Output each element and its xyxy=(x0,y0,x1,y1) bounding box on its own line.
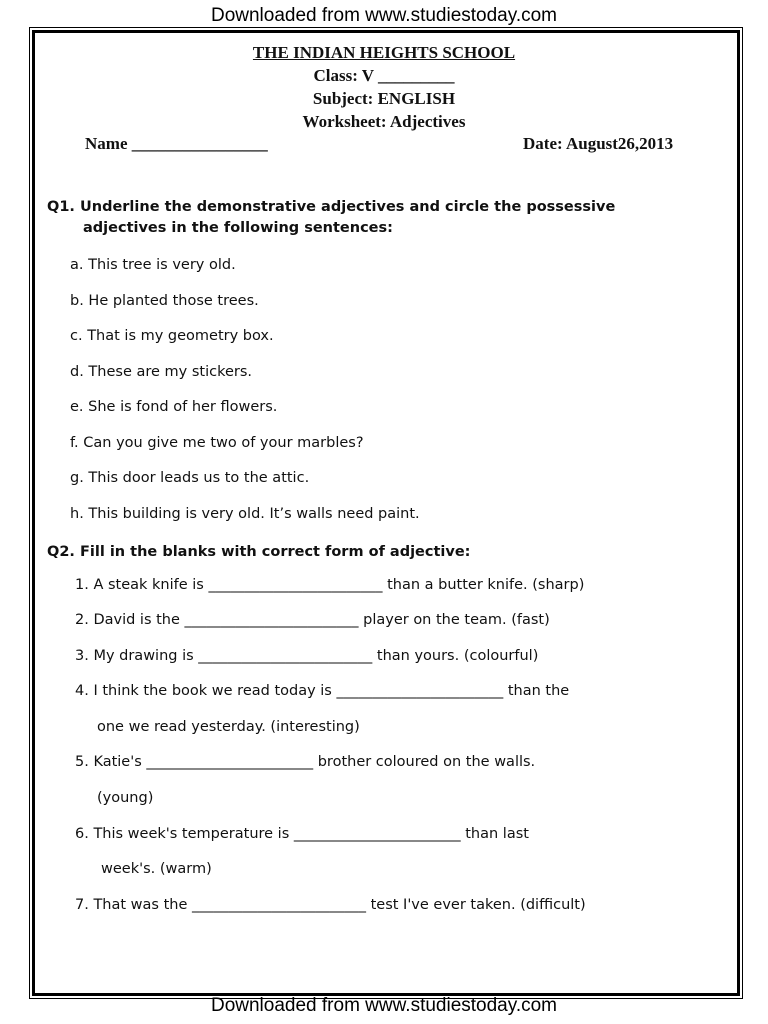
q1-sentence-g: g. This door leads us to the attic. xyxy=(70,470,310,486)
q1-sentence-b: b. He planted those trees. xyxy=(70,293,259,309)
q2-item-4-continued: one we read yesterday. (interesting) xyxy=(97,719,360,735)
q2-item-2: 2. David is the ________________________ player on the team. (fast) xyxy=(75,612,550,628)
school-name: THE INDIAN HEIGHTS SCHOOL xyxy=(252,43,516,62)
bottom-download-banner: Downloaded from www.studiestoday.com xyxy=(210,995,558,1016)
class-line: Class: V _________ xyxy=(313,66,455,85)
date-label: Date: August26,2013 xyxy=(523,134,674,153)
q2-item-6-continued: week's. (warm) xyxy=(101,861,212,877)
q2-item-5-continued: (young) xyxy=(97,790,154,806)
question-2-title: Q2. Fill in the blanks with correct form of adjective: xyxy=(47,544,471,560)
q1-sentence-e: e. She is fond of her flowers. xyxy=(70,399,278,415)
question-1-line-1: Q1. Underline the demonstrative adjectives and circle the possessive xyxy=(47,199,616,215)
q1-sentence-a: a. This tree is very old. xyxy=(70,257,236,273)
worksheet-title: Worksheet: Adjectives xyxy=(302,112,466,131)
q2-item-6: 6. This week's temperature is _______________________ than last xyxy=(75,826,529,842)
q1-sentence-d: d. These are my stickers. xyxy=(70,364,253,380)
name-field: Name ________________ xyxy=(85,134,268,153)
q2-item-1: 1. A steak knife is ________________________ than a butter knife. (sharp) xyxy=(75,577,585,593)
subject-line: Subject: ENGLISH xyxy=(312,89,456,108)
q2-item-7: 7. That was the ________________________ test I've ever taken. (difficult) xyxy=(75,897,586,913)
top-download-banner: Downloaded from www.studiestoday.com xyxy=(210,5,558,26)
question-1-line-2: adjectives in the following sentences: xyxy=(83,220,393,236)
q1-sentence-h: h. This building is very old. It’s walls need paint. xyxy=(70,506,420,522)
q1-sentence-c: c. That is my geometry box. xyxy=(70,328,274,344)
q2-item-4: 4. I think the book we read today is _______________________ than the xyxy=(75,683,570,699)
q2-item-3: 3. My drawing is ________________________ than yours. (colourful) xyxy=(75,648,539,664)
q1-sentence-f: f. Can you give me two of your marbles? xyxy=(70,435,364,451)
question-1 xyxy=(47,197,687,239)
q2-item-5: 5. Katie's _______________________ brother coloured on the walls. xyxy=(75,754,536,770)
